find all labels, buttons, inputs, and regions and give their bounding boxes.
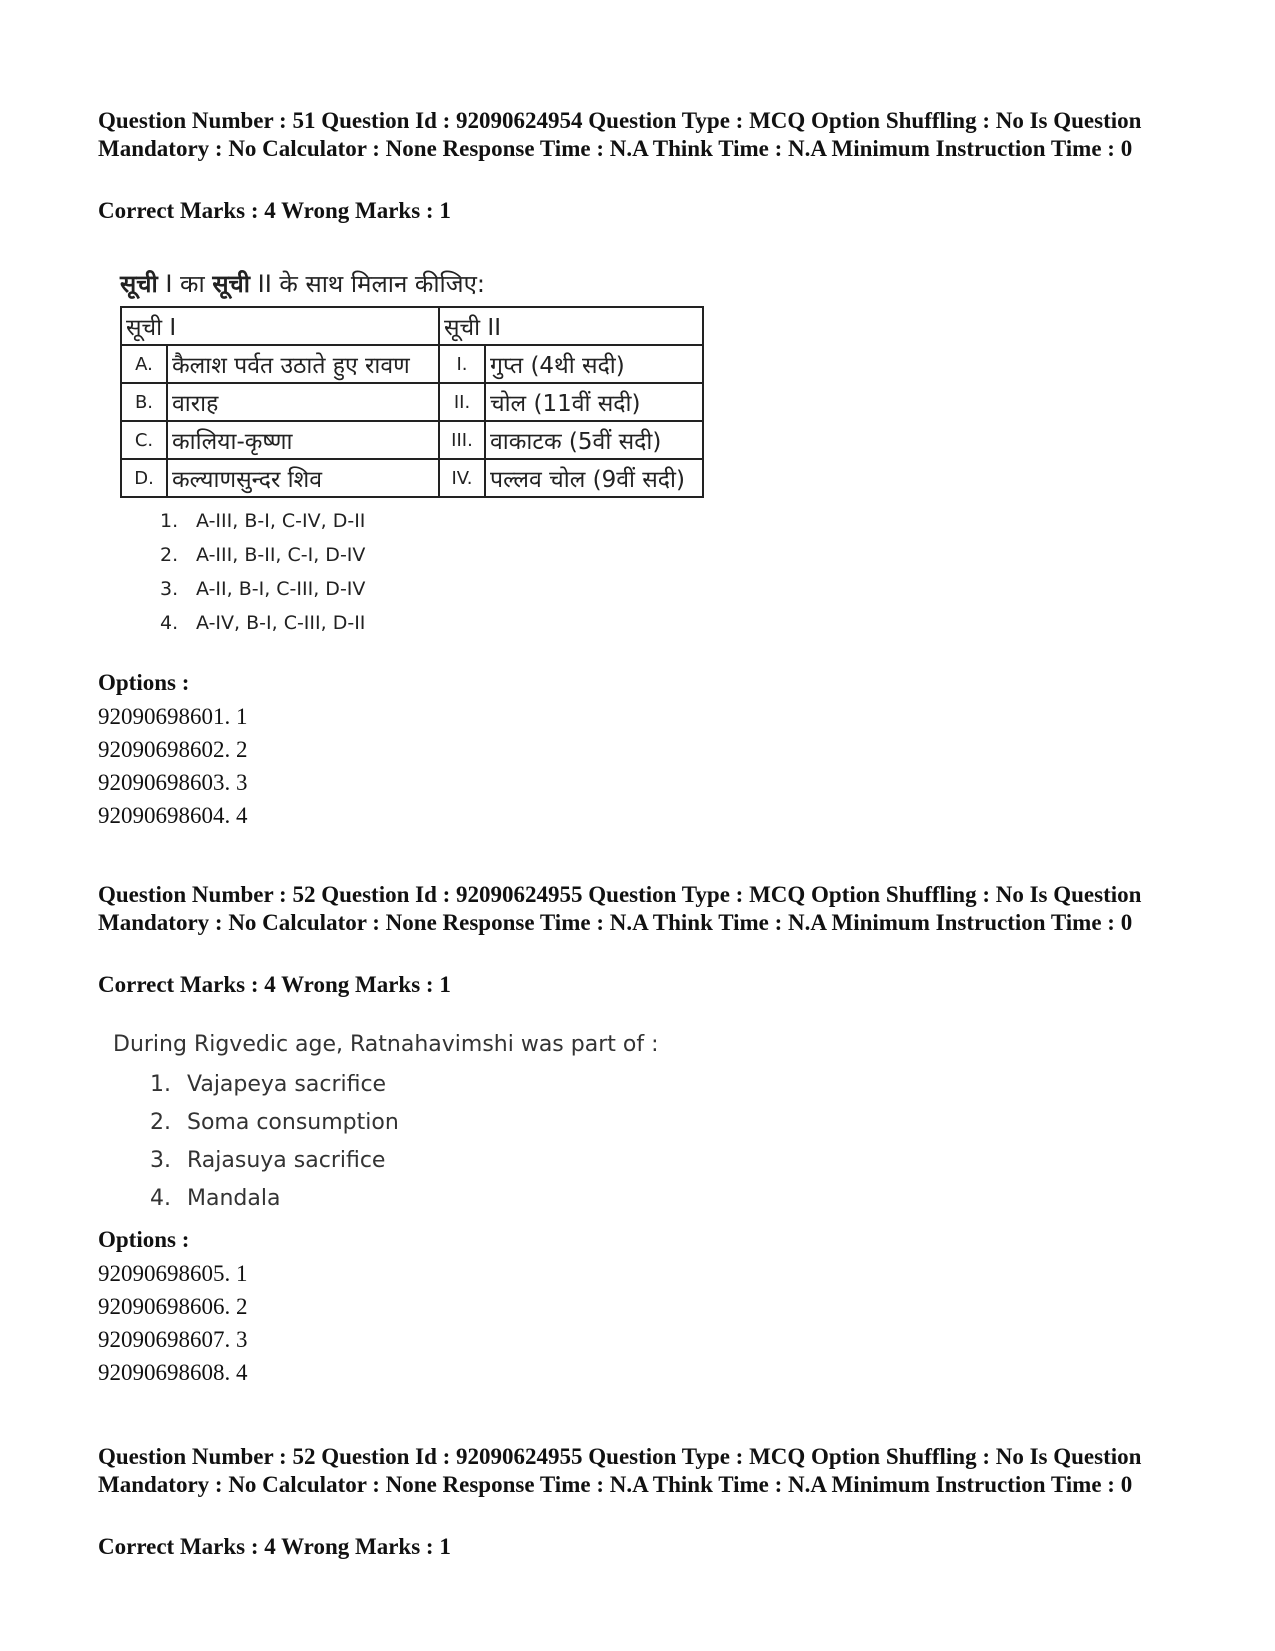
option-item: 92090698606. 2: [98, 1294, 248, 1319]
option-item: 92090698604. 4: [98, 803, 248, 828]
question-52-options-label: Options :: [98, 1227, 190, 1252]
question-52-choices: [150, 1066, 658, 1218]
table-row: B. वाराह II. चोल (11वीं सदी): [121, 383, 703, 421]
list-item: 1. A-III, B-I, C-IV, D-II: [160, 510, 366, 532]
header-list-1: सूची I: [121, 307, 439, 345]
question-51-options-label: Options :: [98, 670, 190, 695]
table-row: A. कैलाश पर्वत उठाते हुए रावण I. गुप्त (4थी सदी): [121, 345, 703, 383]
match-instruction: सूची I का सूची II के साथ मिलान कीजिए:: [120, 270, 485, 298]
question-52-repeat-marks: Correct Marks : 4 Wrong Marks : 1: [98, 1534, 451, 1559]
question-stem: During Rigvedic age, Ratnahavimshi was part of :: [113, 1032, 659, 1057]
option-item: 92090698602. 2: [98, 737, 248, 762]
question-51-options: [98, 700, 248, 832]
question-52-options: [98, 1257, 248, 1389]
table-row: D. कल्याणसुन्दर शिव IV. पल्लव चोल (9वीं सदी): [121, 459, 703, 497]
list-item: 3. Rajasuya sacrifice: [150, 1148, 386, 1173]
list-item: 4. A-IV, B-I, C-III, D-II: [160, 612, 366, 634]
question-51-marks: Correct Marks : 4 Wrong Marks : 1: [98, 198, 451, 223]
list-item: 2. Soma consumption: [150, 1110, 399, 1135]
match-table: [120, 306, 704, 498]
option-item: 92090698608. 4: [98, 1360, 248, 1385]
table-row: C. कालिया-कृष्णा III. वाकाटक (5वीं सदी): [121, 421, 703, 459]
option-item: 92090698607. 3: [98, 1327, 248, 1352]
question-52-repeat-meta: Question Number : 52 Question Id : 92090624955 Question Type : MCQ Option Shuffling : No Is Question Mandatory : No Calculator : None Response Time : N.A Think Time : N.A Minimum Instruction Time : 0: [98, 1444, 1142, 1497]
option-item: 92090698601. 1: [98, 704, 248, 729]
option-item: 92090698603. 3: [98, 770, 248, 795]
table-header-row: [121, 307, 703, 345]
list-item: 1. Vajapeya sacrifice: [150, 1072, 387, 1097]
header-list-2: सूची II: [439, 307, 703, 345]
question-51-image: [120, 268, 704, 640]
question-51-meta: Question Number : 51 Question Id : 92090624954 Question Type : MCQ Option Shuffling : No Is Question Mandatory : No Calculator : None Response Time : N.A Think Time : N.A Minimum Instruction Time : 0: [98, 108, 1142, 161]
list-item: 2. A-III, B-II, C-I, D-IV: [160, 544, 366, 566]
option-item: 92090698605. 1: [98, 1261, 248, 1286]
list-item: 4. Mandala: [150, 1186, 281, 1211]
question-52-image: [113, 1028, 658, 1218]
list-item: 3. A-II, B-I, C-III, D-IV: [160, 578, 366, 600]
question-52-meta: Question Number : 52 Question Id : 92090624955 Question Type : MCQ Option Shuffling : No Is Question Mandatory : No Calculator : None Response Time : N.A Think Time : N.A Minimum Instruction Time : 0: [98, 882, 1142, 935]
question-52-marks: Correct Marks : 4 Wrong Marks : 1: [98, 972, 451, 997]
question-51-choices: [160, 504, 704, 640]
